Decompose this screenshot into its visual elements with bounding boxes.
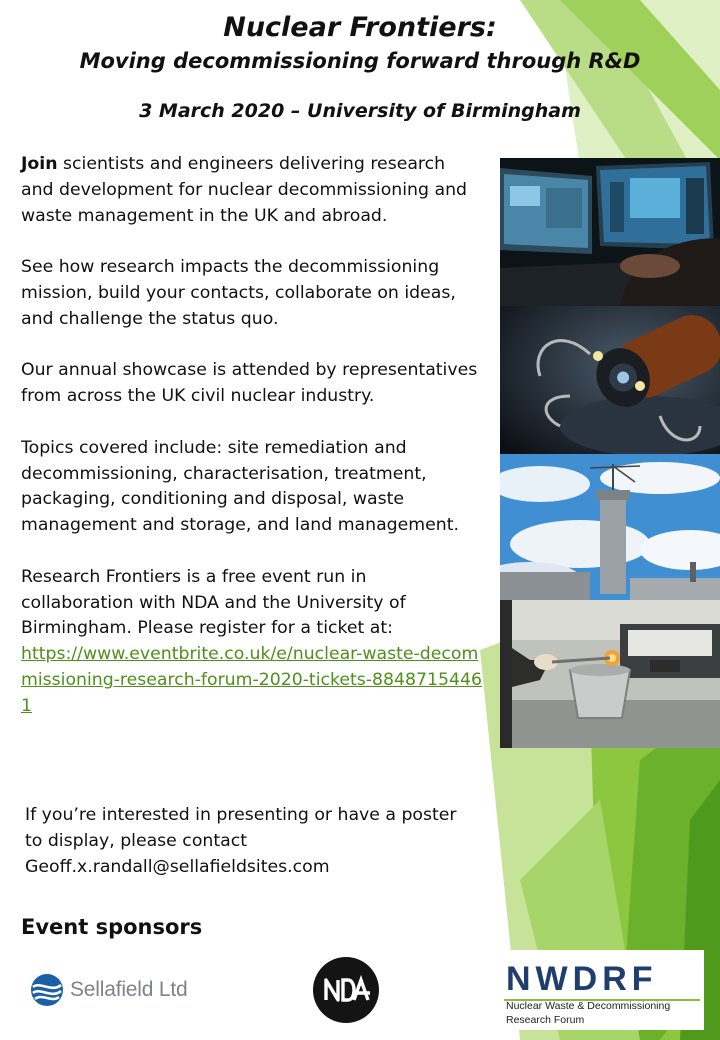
join-word: Join (21, 154, 58, 174)
nwdrf-line-1: Nuclear Waste & Decommissioning (506, 1000, 671, 1012)
nda-emblem-icon (312, 956, 380, 1024)
sponsors-heading: Event sponsors (21, 915, 203, 939)
nda-logo (300, 952, 392, 1028)
sellafield-logo (30, 968, 210, 1012)
intro-p1-text: scientists and engineers delivering research and development for nuclear decommissioning and waste management in the UK and abroad. (21, 154, 467, 226)
eventbrite-link[interactable]: https://www.eventbrite.co.uk/e/nuclear-waste-decommissioning-research-forum-2020-tickets-88487154461 (21, 644, 482, 716)
intro-paragraph-4: Topics covered include: site remediation and decommissioning, characterisation, treatment, packaging, conditioning and disposal, waste management and storage, and land management. (21, 437, 459, 536)
intro-paragraph-2: See how research impacts the decommissioning mission, build your contacts, collaborate on ideas, and challenge the status quo. (21, 257, 456, 329)
nwdrf-line-2: Research Forum (506, 1014, 585, 1026)
sellafield-name: Sellafield Ltd (70, 978, 188, 1001)
sellafield-emblem-icon (30, 973, 64, 1007)
contact-text: If you’re interested in presenting or have a poster to display, please contact Geoff.x.randall@sellafieldsites.com (25, 805, 457, 877)
photo-computer-screens (500, 158, 720, 306)
nwdrf-logo (500, 950, 704, 1030)
register-text: Research Frontiers is a free event run in collaboration with NDA and the University of Birmingham. Please register for a ticket at: (21, 566, 406, 639)
photo-tower-sky (500, 454, 720, 600)
photo-lab-experiment (500, 600, 720, 748)
photo-robot-probe (500, 306, 720, 454)
nwdrf-acronym: NWDRF (506, 960, 658, 998)
event-title (40, 10, 680, 76)
title-line-2: Moving decommissioning forward through R&D (79, 49, 641, 73)
event-date: 3 March 2020 – University of Birmingham (139, 100, 581, 122)
intro-paragraph-1 (21, 152, 483, 229)
title-line-1: Nuclear Frontiers: (223, 12, 497, 43)
intro-paragraph-5 (21, 565, 483, 720)
intro-text (21, 152, 483, 720)
intro-paragraph-3: Our annual showcase is attended by representatives from across the UK civil nuclear industry. (21, 360, 478, 407)
